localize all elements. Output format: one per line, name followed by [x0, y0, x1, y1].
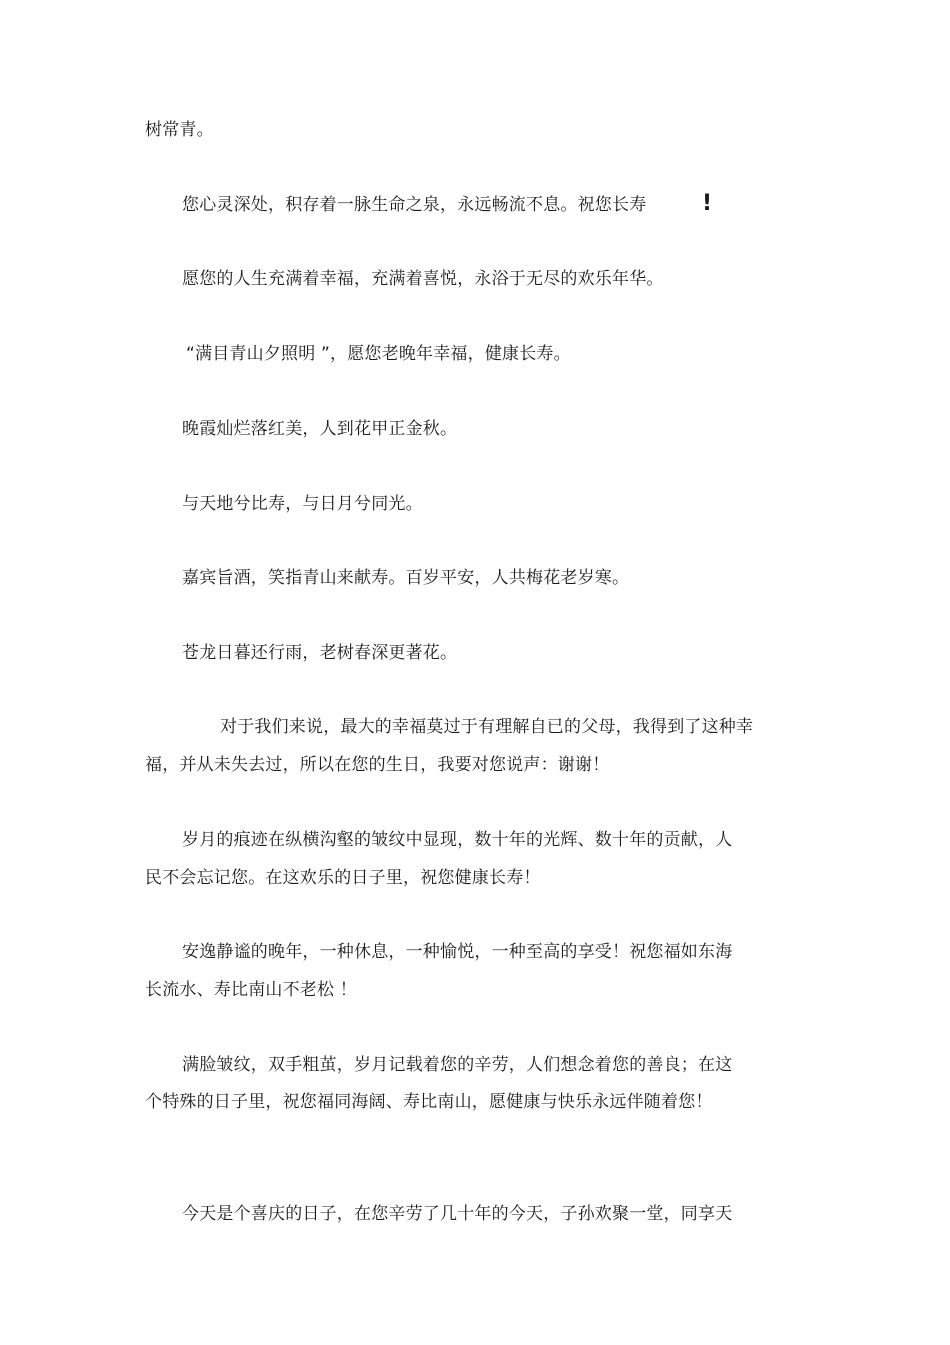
text-line: 与天地兮比寿，与日月兮同光。 — [182, 494, 423, 514]
text-line: 岁月的痕迹在纵横沟壑的皱纹中显现，数十年的光辉、数十年的贡献，人 — [182, 830, 733, 850]
text-line: 嘉宾旨酒，笑指青山来献寿。百岁平安，人共梅花老岁寒。 — [182, 568, 630, 588]
text-line: 今天是个喜庆的日子，在您辛劳了几十年的今天，子孙欢聚一堂，同享天 — [182, 1204, 733, 1224]
text-line: 民不会忘记您。在这欢乐的日子里，祝您健康长寿！ — [145, 868, 541, 888]
text-line: 福，并从未失去过，所以在您的生日，我要对您说声：谢谢！ — [145, 755, 610, 775]
text-line: 满脸皱纹，双手粗茧，岁月记载着您的辛劳，人们想念着您的善良；在这 — [182, 1055, 733, 1075]
text-line: 愿您的人生充满着幸福，充满着喜悦，永浴于无尽的欢乐年华。 — [182, 269, 664, 289]
text-line: “满目青山夕照明 ”，愿您老晚年幸福，健康长寿。 — [186, 344, 571, 364]
text-line: 长流水、寿比南山不老松 ！ — [145, 980, 358, 1000]
text-line: 苍龙日暮还行雨，老树春深更著花。 — [182, 643, 458, 663]
text-line: 个特殊的日子里，祝您福同海阔、寿比南山，愿健康与快乐永远伴随着您！ — [145, 1092, 713, 1112]
exclamation-mark: ! — [702, 191, 713, 216]
text-line: 晚霞灿烂落红美，人到花甲正金秋。 — [182, 419, 458, 439]
text-line: 树常青。 — [145, 120, 214, 140]
text-line: 对于我们来说，最大的幸福莫过于有理解自已的父母，我得到了这种幸 — [220, 717, 754, 737]
text-line: 安逸静谧的晚年，一种休息，一种愉悦，一种至高的享受！祝您福如东海 — [182, 942, 733, 962]
text-line: 您心灵深处，积存着一脉生命之泉，永远畅流不息。祝您长寿 — [182, 195, 647, 215]
